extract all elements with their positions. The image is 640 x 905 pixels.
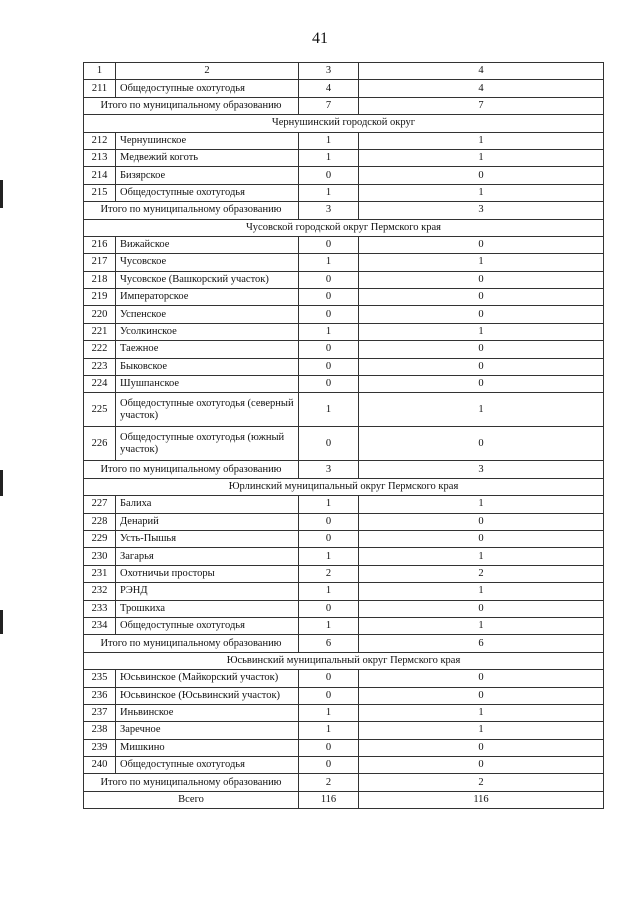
table-row <box>84 617 604 634</box>
row-number: 237 <box>84 704 116 721</box>
column-4-value: 0 <box>359 341 604 358</box>
column-4-value: 0 <box>359 530 604 547</box>
column-3-value: 1 <box>299 393 359 427</box>
table-row <box>84 289 604 306</box>
column-3-value: 1 <box>299 548 359 565</box>
table-row <box>84 271 604 288</box>
column-4-value: 0 <box>359 306 604 323</box>
table-row <box>84 323 604 340</box>
row-number: 211 <box>84 80 116 97</box>
column-number: 2 <box>116 63 299 80</box>
row-number: 232 <box>84 583 116 600</box>
ground-name: Чусовское (Вашкорский участок) <box>116 271 299 288</box>
subtotal-column-4: 7 <box>359 97 604 114</box>
subtotal-label: Итого по муниципальному образованию <box>84 97 299 114</box>
column-3-value: 1 <box>299 617 359 634</box>
column-3-value: 1 <box>299 496 359 513</box>
column-3-value: 0 <box>299 236 359 253</box>
section-title-row <box>84 478 604 495</box>
ground-name: Усолкинское <box>116 323 299 340</box>
row-number: 224 <box>84 376 116 393</box>
row-number: 225 <box>84 393 116 427</box>
grand-total-column-3: 116 <box>299 791 359 808</box>
row-number: 215 <box>84 184 116 201</box>
column-number: 3 <box>299 63 359 80</box>
column-4-value: 0 <box>359 670 604 687</box>
row-number: 212 <box>84 132 116 149</box>
column-3-value: 1 <box>299 184 359 201</box>
table-row <box>84 393 604 427</box>
subtotal-column-3: 3 <box>299 461 359 478</box>
column-4-value: 0 <box>359 376 604 393</box>
table-row <box>84 739 604 756</box>
column-3-value: 0 <box>299 670 359 687</box>
ground-name: Загарья <box>116 548 299 565</box>
table-row <box>84 530 604 547</box>
ground-name: Быковское <box>116 358 299 375</box>
hunting-grounds-table <box>83 62 604 809</box>
subtotal-label: Итого по муниципальному образованию <box>84 774 299 791</box>
column-3-value: 0 <box>299 341 359 358</box>
subtotal-column-3: 6 <box>299 635 359 652</box>
section-title-row <box>84 219 604 236</box>
ground-name: РЭНД <box>116 583 299 600</box>
column-4-value: 0 <box>359 687 604 704</box>
subtotal-column-3: 3 <box>299 202 359 219</box>
ground-name: Юсьвинское (Майкорский участок) <box>116 670 299 687</box>
row-number: 230 <box>84 548 116 565</box>
column-3-value: 0 <box>299 167 359 184</box>
column-3-value: 0 <box>299 358 359 375</box>
column-4-value: 0 <box>359 427 604 461</box>
table-row <box>84 583 604 600</box>
row-number: 221 <box>84 323 116 340</box>
column-3-value: 1 <box>299 704 359 721</box>
column-4-value: 0 <box>359 167 604 184</box>
column-4-value: 0 <box>359 289 604 306</box>
ground-name: Успенское <box>116 306 299 323</box>
column-4-value: 0 <box>359 271 604 288</box>
ground-name: Общедоступные охотугодья (южный участок) <box>116 427 299 461</box>
ground-name: Заречное <box>116 722 299 739</box>
section-title-row <box>84 115 604 132</box>
ground-name: Иньвинское <box>116 704 299 721</box>
column-3-value: 4 <box>299 80 359 97</box>
row-number: 236 <box>84 687 116 704</box>
scan-edge-mark <box>0 470 3 496</box>
column-3-value: 1 <box>299 132 359 149</box>
column-3-value: 1 <box>299 323 359 340</box>
column-4-value: 1 <box>359 149 604 166</box>
row-number: 239 <box>84 739 116 756</box>
column-4-value: 0 <box>359 600 604 617</box>
ground-name: Охотничьи просторы <box>116 565 299 582</box>
row-number: 222 <box>84 341 116 358</box>
row-number: 235 <box>84 670 116 687</box>
column-3-value: 0 <box>299 600 359 617</box>
subtotal-row <box>84 635 604 652</box>
ground-name: Общедоступные охотугодья <box>116 184 299 201</box>
ground-name: Императорское <box>116 289 299 306</box>
table-row <box>84 722 604 739</box>
column-3-value: 0 <box>299 306 359 323</box>
table-row <box>84 600 604 617</box>
ground-name: Денарий <box>116 513 299 530</box>
column-3-value: 0 <box>299 530 359 547</box>
grand-total-row <box>84 791 604 808</box>
column-4-value: 1 <box>359 132 604 149</box>
column-4-value: 0 <box>359 513 604 530</box>
section-title-row <box>84 652 604 669</box>
column-4-value: 1 <box>359 617 604 634</box>
column-4-value: 0 <box>359 358 604 375</box>
column-number: 4 <box>359 63 604 80</box>
row-number: 231 <box>84 565 116 582</box>
section-title: Юрлинский муниципальный округ Пермского края <box>84 478 604 495</box>
column-3-value: 0 <box>299 289 359 306</box>
table-row <box>84 358 604 375</box>
column-4-value: 0 <box>359 236 604 253</box>
table-row <box>84 254 604 271</box>
row-number: 233 <box>84 600 116 617</box>
subtotal-row <box>84 202 604 219</box>
table-row <box>84 565 604 582</box>
column-number: 1 <box>84 63 116 80</box>
subtotal-label: Итого по муниципальному образованию <box>84 635 299 652</box>
table-row <box>84 306 604 323</box>
column-4-value: 1 <box>359 583 604 600</box>
column-4-value: 0 <box>359 739 604 756</box>
column-3-value: 0 <box>299 739 359 756</box>
table-row <box>84 704 604 721</box>
subtotal-row <box>84 97 604 114</box>
column-3-value: 1 <box>299 722 359 739</box>
table-row <box>84 670 604 687</box>
column-4-value: 4 <box>359 80 604 97</box>
ground-name: Общедоступные охотугодья <box>116 617 299 634</box>
table-row <box>84 167 604 184</box>
row-number: 217 <box>84 254 116 271</box>
ground-name: Общедоступные охотугодья <box>116 80 299 97</box>
ground-name: Мишкино <box>116 739 299 756</box>
ground-name: Таежное <box>116 341 299 358</box>
table-row <box>84 184 604 201</box>
table-row <box>84 757 604 774</box>
column-4-value: 0 <box>359 757 604 774</box>
column-3-value: 2 <box>299 565 359 582</box>
table-row <box>84 149 604 166</box>
row-number: 213 <box>84 149 116 166</box>
page-number: 41 <box>312 30 328 47</box>
ground-name: Шушпанское <box>116 376 299 393</box>
section-title: Юсьвинский муниципальный округ Пермского края <box>84 652 604 669</box>
table-row <box>84 548 604 565</box>
column-4-value: 1 <box>359 254 604 271</box>
section-title: Чернушинский городской округ <box>84 115 604 132</box>
column-3-value: 0 <box>299 427 359 461</box>
column-4-value: 2 <box>359 565 604 582</box>
column-4-value: 1 <box>359 184 604 201</box>
column-4-value: 1 <box>359 704 604 721</box>
ground-name: Юсьвинское (Юсьвинский участок) <box>116 687 299 704</box>
subtotal-label: Итого по муниципальному образованию <box>84 461 299 478</box>
subtotal-column-3: 2 <box>299 774 359 791</box>
column-4-value: 1 <box>359 496 604 513</box>
subtotal-column-4: 3 <box>359 461 604 478</box>
column-numbers-row <box>84 63 604 80</box>
column-4-value: 1 <box>359 548 604 565</box>
ground-name: Бизярское <box>116 167 299 184</box>
column-3-value: 0 <box>299 687 359 704</box>
column-3-value: 1 <box>299 254 359 271</box>
scan-edge-mark <box>0 180 3 208</box>
column-3-value: 1 <box>299 583 359 600</box>
column-4-value: 1 <box>359 323 604 340</box>
column-3-value: 0 <box>299 513 359 530</box>
ground-name: Чернушинское <box>116 132 299 149</box>
subtotal-column-3: 7 <box>299 97 359 114</box>
column-4-value: 1 <box>359 393 604 427</box>
table-row <box>84 132 604 149</box>
table-row <box>84 236 604 253</box>
row-number: 218 <box>84 271 116 288</box>
row-number: 228 <box>84 513 116 530</box>
table-row <box>84 80 604 97</box>
column-3-value: 0 <box>299 271 359 288</box>
table-row <box>84 513 604 530</box>
column-3-value: 1 <box>299 149 359 166</box>
grand-total-column-4: 116 <box>359 791 604 808</box>
row-number: 219 <box>84 289 116 306</box>
table-row <box>84 341 604 358</box>
subtotal-column-4: 6 <box>359 635 604 652</box>
subtotal-row <box>84 461 604 478</box>
ground-name: Трошкиха <box>116 600 299 617</box>
row-number: 220 <box>84 306 116 323</box>
row-number: 234 <box>84 617 116 634</box>
ground-name: Общедоступные охотугодья (северный участок) <box>116 393 299 427</box>
row-number: 229 <box>84 530 116 547</box>
subtotal-row <box>84 774 604 791</box>
ground-name: Усть-Пышья <box>116 530 299 547</box>
row-number: 240 <box>84 757 116 774</box>
row-number: 214 <box>84 167 116 184</box>
row-number: 226 <box>84 427 116 461</box>
table-row <box>84 376 604 393</box>
ground-name: Общедоступные охотугодья <box>116 757 299 774</box>
row-number: 238 <box>84 722 116 739</box>
table-row <box>84 687 604 704</box>
subtotal-column-4: 3 <box>359 202 604 219</box>
subtotal-label: Итого по муниципальному образованию <box>84 202 299 219</box>
row-number: 223 <box>84 358 116 375</box>
row-number: 227 <box>84 496 116 513</box>
ground-name: Чусовское <box>116 254 299 271</box>
section-title: Чусовской городской округ Пермского края <box>84 219 604 236</box>
scan-edge-mark <box>0 610 3 634</box>
ground-name: Балиха <box>116 496 299 513</box>
table-row <box>84 496 604 513</box>
ground-name: Вижайское <box>116 236 299 253</box>
table-body <box>84 63 604 809</box>
ground-name: Медвежий коготь <box>116 149 299 166</box>
row-number: 216 <box>84 236 116 253</box>
grand-total-label: Всего <box>84 791 299 808</box>
column-4-value: 1 <box>359 722 604 739</box>
subtotal-column-4: 2 <box>359 774 604 791</box>
table-row <box>84 427 604 461</box>
column-3-value: 0 <box>299 757 359 774</box>
column-3-value: 0 <box>299 376 359 393</box>
